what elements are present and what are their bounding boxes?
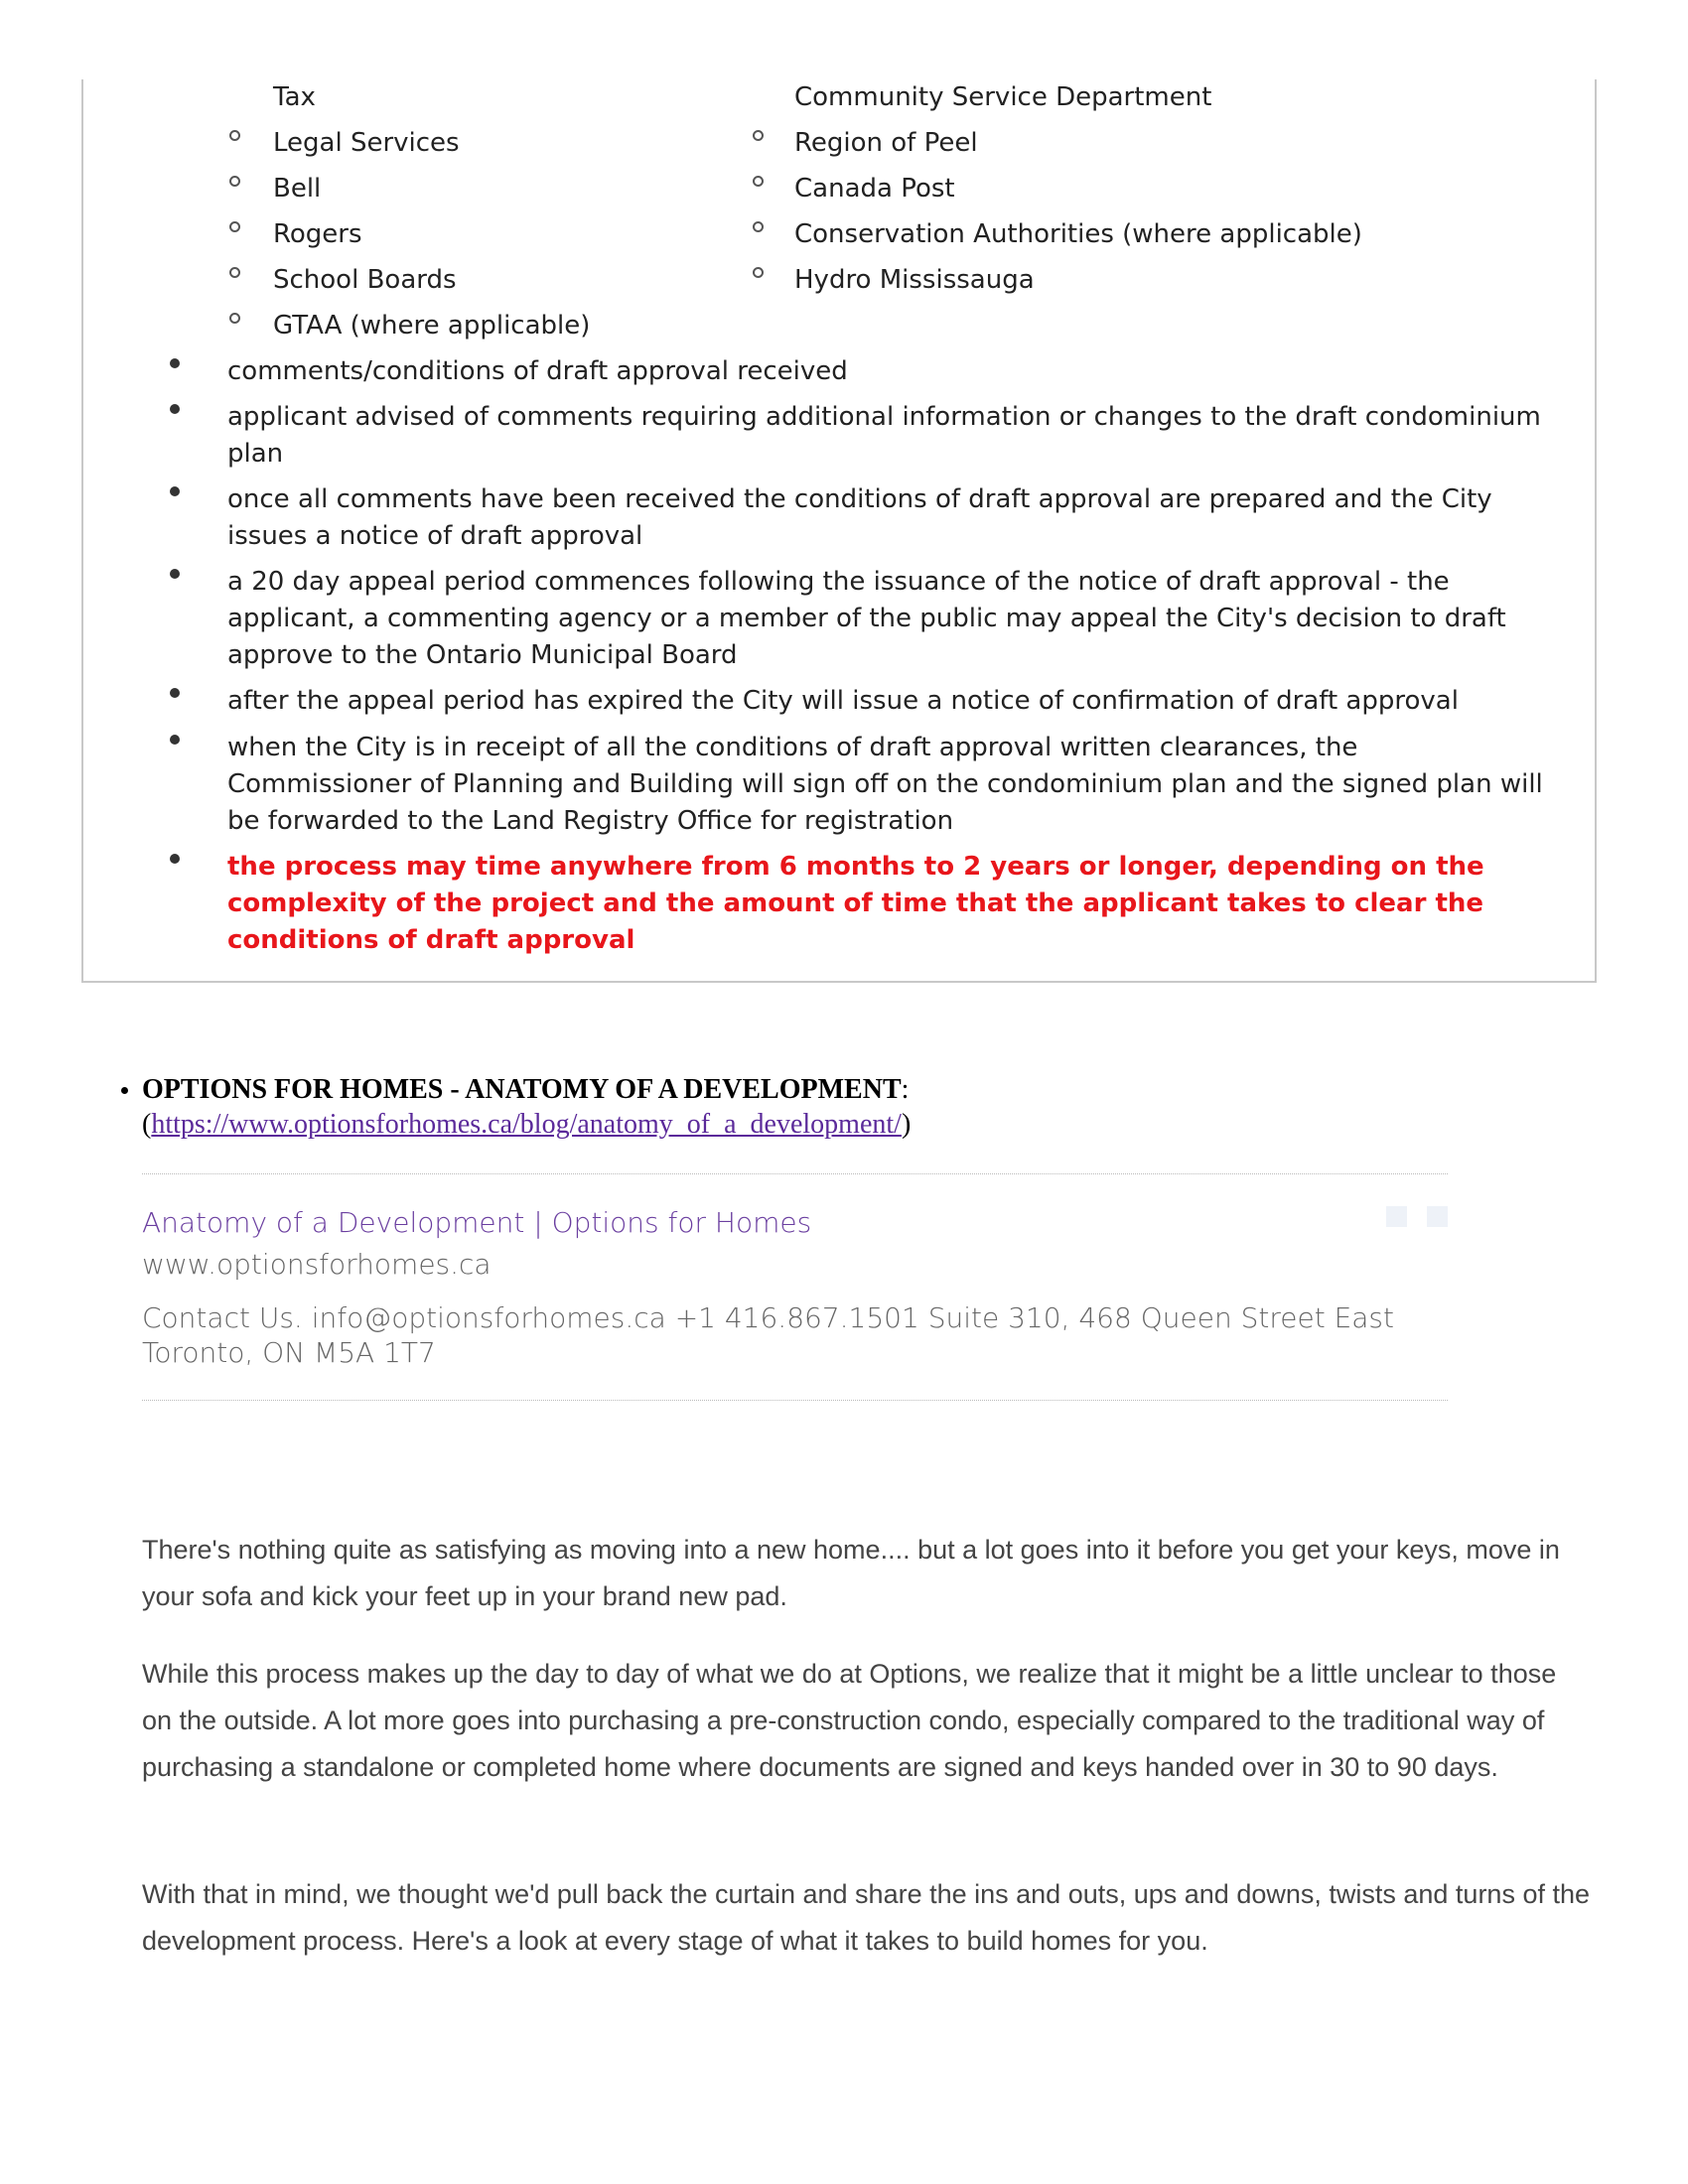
step-item: comments/conditions of draft approval received — [227, 356, 848, 386]
step-item: when the City is in receipt of all the conditions of draft approval written clearances, the Commissioner of Planning and Building will sign off on the condominium plan and the signed plan will be forwarded to the Land Registry Office for registration — [227, 733, 1543, 836]
article-link[interactable]: https://www.optionsforhomes.ca/blog/anatomy_of_a_development/ — [151, 1109, 902, 1140]
heading-text: OPTIONS FOR HOMES - ANATOMY OF A DEVELOPMENT — [142, 1074, 902, 1105]
bullet-icon — [170, 358, 180, 368]
bullet-icon — [121, 1087, 128, 1094]
agency-item: Canada Post — [794, 174, 955, 204]
step-item: once all comments have been received the conditions of draft approval are prepared and the City issues a notice of draft approval — [227, 484, 1492, 551]
circle-bullet-icon — [229, 313, 240, 324]
section-heading — [142, 1072, 911, 1142]
paren-open: ( — [142, 1109, 152, 1140]
step-item: a 20 day appeal period commences following the issuance of the notice of draft approval - the applicant, a commenting agency or a member of the public may appeal the City's decision to draft approve to the Ontario Municipal Board — [227, 567, 1506, 670]
agency-item: Conservation Authorities (where applicable) — [794, 219, 1362, 249]
paragraph: While this process makes up the day to day of what we do at Options, we realize that it might be a little unclear to those on the outside. A lot more goes into purchasing a pre-construction condo, especially compared to the traditional way of purchasing a standalone or completed home where documents are signed and keys handed over in 30 to 90 days. — [142, 1659, 1557, 1782]
agency-item: Region of Peel — [794, 128, 978, 158]
paragraph: There's nothing quite as satisfying as moving into a new home.... but a lot goes into it before you get your keys, move in your sofa and kick your feet up in your brand new pad. — [142, 1535, 1560, 1611]
agency-item: Legal Services — [273, 128, 460, 158]
circle-bullet-icon — [229, 221, 240, 232]
bullet-icon — [170, 854, 180, 864]
bullet-icon — [170, 404, 180, 414]
circle-bullet-icon — [753, 176, 764, 187]
circle-bullet-icon — [753, 130, 764, 141]
bullet-icon — [170, 688, 180, 698]
circle-bullet-icon — [229, 130, 240, 141]
paragraph: With that in mind, we thought we'd pull back the curtain and share the ins and outs, ups and downs, twists and turns of the development process. Here's a look at every stage of what it takes to build homes for you. — [142, 1879, 1590, 1956]
colon: : — [901, 1074, 910, 1105]
image-placeholder-icon — [1427, 1206, 1448, 1227]
circle-bullet-icon — [753, 267, 764, 278]
agency-item: Tax — [273, 82, 316, 112]
divider — [142, 1400, 1448, 1401]
divider — [142, 1173, 1448, 1174]
bullet-icon — [170, 569, 180, 579]
step-item: applicant advised of comments requiring additional information or changes to the draft condominium plan — [227, 402, 1541, 469]
timeline-warning: the process may time anywhere from 6 months to 2 years or longer, depending on the complexity of the project and the amount of time that the applicant takes to clear the conditions of draft approval — [227, 852, 1484, 955]
agency-item: Hydro Mississauga — [794, 265, 1035, 295]
agency-item: Community Service Department — [794, 82, 1212, 112]
image-placeholder-icon — [1386, 1206, 1407, 1227]
paren-close: ) — [901, 1109, 912, 1140]
card-title-link[interactable]: Anatomy of a Development | Options for Homes — [142, 1206, 812, 1239]
bullet-icon — [170, 735, 180, 745]
circle-bullet-icon — [753, 221, 764, 232]
agency-item: GTAA (where applicable) — [273, 311, 591, 341]
card-domain: www.optionsforhomes.ca — [142, 1248, 492, 1281]
agency-item: Rogers — [273, 219, 362, 249]
bullet-icon — [170, 486, 180, 496]
circle-bullet-icon — [229, 176, 240, 187]
agency-item: School Boards — [273, 265, 457, 295]
card-description: Contact Us. info@optionsforhomes.ca +1 416.867.1501 Suite 310, 468 Queen Street East Toronto, ON M5A 1T7 — [142, 1301, 1394, 1369]
step-item: after the appeal period has expired the City will issue a notice of confirmation of draft approval — [227, 686, 1459, 716]
agency-item: Bell — [273, 174, 322, 204]
circle-bullet-icon — [229, 267, 240, 278]
